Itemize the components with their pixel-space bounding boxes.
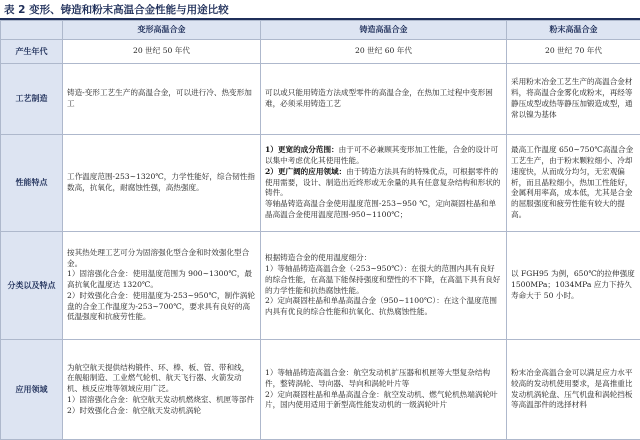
cast-feature-2: [265, 167, 502, 199]
cell-cast-category: [261, 232, 507, 340]
cast-feature-3: 等轴晶铸造高温合金使用温度范围-253~950 ℃，定向凝固柱晶和单晶高温合金使用温度范围-950~1100℃；: [265, 199, 502, 221]
cast-feature-2-body: 由于铸造方法具有的特殊优点，可根据零件的使用需要，设计、制造出近终形或无余量的具有任意复杂结构和形状的铸件。: [265, 167, 500, 198]
table-title: 表 2 变形、铸造和粉末高温合金性能与用途比较: [0, 0, 640, 20]
cast-category-1: 根据铸造合金的使用温度细分：: [265, 253, 502, 264]
comparison-table: [0, 20, 640, 440]
table-row: [1, 40, 640, 64]
header-powder: 粉末高温合金: [507, 21, 640, 40]
row-label-category: 分类以及特点: [1, 232, 63, 340]
cell-powder-category: 以 FGH95 为例，650℃的拉伸强度 1500MPa；1034MPa 应力下持久寿命大于 50 小时。: [507, 232, 640, 340]
wrought-application-3: 2）时效强化合金：航空航天发动机涡轮: [67, 406, 256, 417]
cell-cast-era: 20 世纪 60 年代: [261, 40, 507, 64]
cell-wrought-process: 铸造-变形工艺生产的高温合金，可以进行冷、热变形加工: [63, 64, 261, 135]
header-corner: [1, 21, 63, 40]
row-label-features: 性能特点: [1, 135, 63, 232]
header-row: [1, 21, 640, 40]
row-label-era: 产生年代: [1, 40, 63, 64]
cell-cast-applications: [261, 340, 507, 440]
cast-category-2: 1）等轴晶铸造高温合金（-253~950℃）：在很大的范围内具有良好的综合性能，在高温下能保持强度和塑性的不下降，在高温下具有良好的力学性能和抗热腐蚀性能。: [265, 264, 502, 296]
table-row: [1, 340, 640, 440]
row-label-process: 工艺制造: [1, 64, 63, 135]
cast-feature-1-head: 1）更宽的成分范围：: [265, 145, 339, 154]
wrought-application-2: 1）固溶强化合金：航空航天发动机燃烧室、机匣等部件: [67, 395, 256, 406]
cast-application-2: 2）定向凝固柱晶和单晶高温合金：航空发动机、燃气轮机热端涡轮叶片，国内使用适用于新型高性能发动机的一级涡轮叶片: [265, 390, 502, 412]
cell-wrought-category: [63, 232, 261, 340]
header-cast: 铸造高温合金: [261, 21, 507, 40]
wrought-category-2: 1）固溶强化合金：使用温度范围为 900~1300℃，最高抗氧化温度达 1320℃。: [67, 269, 256, 291]
cell-cast-features: [261, 135, 507, 232]
table-row: [1, 135, 640, 232]
wrought-application-1: 为航空航天提供结构锻件、环、棒、板、管、带和线，在舰船制造、工业燃气轮机、航天飞行器、火箭发动机、核反应堆等领域应用广泛。: [67, 363, 256, 395]
cell-wrought-applications: [63, 340, 261, 440]
cast-feature-2-head: 2）更广阔的应用领域：: [265, 167, 346, 176]
table-row: [1, 232, 640, 340]
cell-powder-process: 采用粉末冶金工艺生产的高温合金材料，将高温合金雾化成粉末，再经等静压成型或热等静压加锻造成型，通常以镍为基体: [507, 64, 640, 135]
cast-application-1: 1）等轴晶铸造高温合金：航空发动机扩压器和机匣等大型复杂结构件，整铸涡轮、导向器、导向和涡轮叶片等: [265, 368, 502, 390]
wrought-category-1: 按其热处理工艺可分为固溶强化型合金和时效强化型合金。: [67, 248, 256, 270]
cast-feature-1-body: 由于可不必兼顾其变形加工性能，合金的设计可以集中考虑优化其使用性能。: [265, 145, 498, 165]
cell-powder-features: 最高工作温度 650~750℃高温合金工艺生产，由于粉末颗粒细小、冷却速度快，从而成分均匀，无宏观偏析，而且晶粒细小，热加工性能好，金属利用率高，成本低，尤其是合金的屈服强度和疲劳性能有较大的提高。: [507, 135, 640, 232]
cell-wrought-features: 工作温度范围-253~1320℃，力学性能好，综合韧性指数高，抗氧化，耐腐蚀性强，高热强度。: [63, 135, 261, 232]
table-row: [1, 64, 640, 135]
cell-powder-era: 20 世纪 70 年代: [507, 40, 640, 64]
row-label-applications: 应用领域: [1, 340, 63, 440]
wrought-category-3: 2）时效强化合金：使用温度为-253~950℃，制作涡轮盘的合金工作温度为-253~700℃，要求具有良好的高低温强度和抗疲劳性能。: [67, 291, 256, 323]
cell-cast-process: 可以或只能用铸造方法成型零件的高温合金，在热加工过程中变形困难，必须采用铸造工艺: [261, 64, 507, 135]
header-wrought: 变形高温合金: [63, 21, 261, 40]
cast-category-3: 2）定向凝固柱晶和单晶高温合金（950~1100℃）：在这个温度范围内具有优良的综合性能和抗氧化、抗热腐蚀性能。: [265, 296, 502, 318]
cast-feature-1: [265, 145, 502, 167]
cell-powder-applications: 粉末冶金高温合金可以满足应力水平较高的发动机使用要求，是高推重比发动机涡轮盘、压气机盘和涡轮挡板等高温部件的选择材料: [507, 340, 640, 440]
cell-wrought-era: 20 世纪 50 年代: [63, 40, 261, 64]
